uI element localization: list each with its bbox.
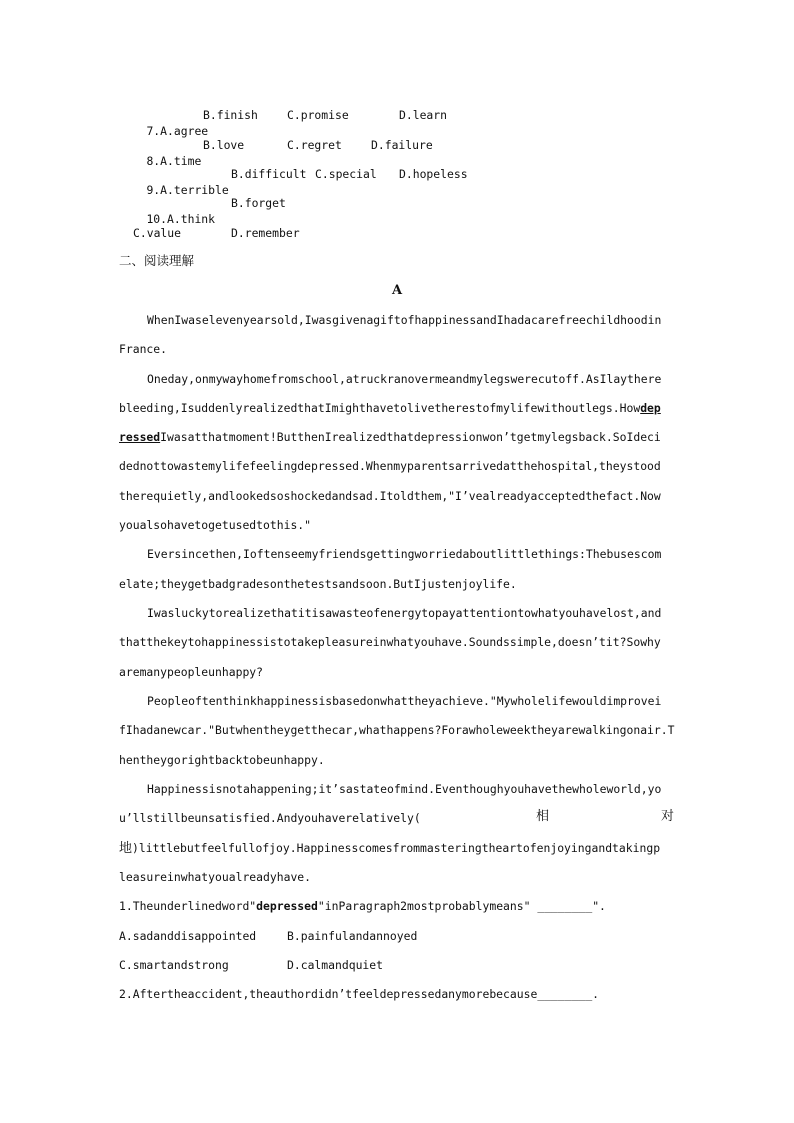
q1-option-d: D.calmandquiet bbox=[287, 958, 384, 972]
paragraph-2-line-1: Oneday,onmywayhomefromschool,atruckranovermeandmylegswerecutoff.AsIlaythere bbox=[147, 372, 662, 386]
question-number: 8. bbox=[146, 154, 161, 168]
option-b: B.love bbox=[203, 138, 245, 152]
question-2: 2.Aftertheaccident,theauthordidn’tfeeldepressedanymorebecause________. bbox=[119, 987, 600, 1001]
paragraph-6-line-2: u’llstillbeunsatisfied.Andyouhaverelatively( bbox=[119, 811, 421, 825]
option-d: D.failure bbox=[371, 138, 433, 152]
option-a: A.time bbox=[160, 154, 202, 168]
option-a: A.think bbox=[167, 212, 216, 226]
section-title: 二、阅读理解 bbox=[119, 253, 195, 268]
paragraph-4-line-2: thatthekeytohappinessistotakepleasureinwhatyouhave.Soundssimple,doesn’tit?Sowhy bbox=[119, 635, 661, 649]
paragraph-6-line-3 bbox=[119, 840, 660, 857]
paragraph-3-line-2: elate;theygetbadgradesonthetestsandsoon.ButIjustenjoylife. bbox=[119, 577, 517, 591]
paragraph-4-line-3: aremanypeopleunhappy? bbox=[119, 665, 264, 679]
underlined-word-part: ressed bbox=[119, 430, 161, 444]
q1-option-a: A.sadanddisappointed bbox=[119, 929, 257, 943]
question-number: 7. bbox=[146, 124, 161, 138]
text-run: bleeding,IsuddenlyrealizedthatImighthavetolivetherestofmylifewithoutlegs.How bbox=[119, 401, 641, 415]
paragraph-6-line-4: leasureinwhatyoualreadyhave. bbox=[119, 870, 312, 884]
passage-label: A bbox=[392, 283, 403, 298]
text-run: )littlebutfeelfullofjoy.Happinesscomesfrommasteringtheartofenjoyingandtakingp bbox=[132, 841, 661, 855]
option-b: B.difficult bbox=[231, 167, 307, 181]
question-number: 9. bbox=[146, 183, 161, 197]
cjk-char: 地 bbox=[119, 841, 133, 856]
question-number: 10. bbox=[146, 212, 168, 226]
cjk-char: 对 bbox=[661, 809, 675, 824]
paragraph-2-line-6: youalsohavetogetusedtothis." bbox=[119, 518, 312, 532]
paragraph-2-line-5: therequietly,andlookedsoshockedandsad.Itoldthem,"I’vealreadyacceptedthefact.Now bbox=[119, 489, 661, 503]
option-c: C.regret bbox=[287, 138, 342, 152]
paragraph-1-line-2: France. bbox=[119, 342, 168, 356]
option-d: D.hopeless bbox=[399, 167, 468, 181]
q1-option-b: B.painfulandannoyed bbox=[287, 929, 418, 943]
text-run: 1.Theunderlinedword" bbox=[119, 899, 257, 913]
keyword: depressed bbox=[256, 899, 318, 913]
paragraph-2-line-2 bbox=[119, 400, 661, 416]
option-d: D.remember bbox=[231, 226, 300, 240]
question-1 bbox=[119, 898, 606, 914]
paragraph-6-line-1: Happinessisnotahappening;it’sastateofmind.Eventhoughyouhavethewholeworld,yo bbox=[147, 782, 662, 796]
option-a: A.terrible bbox=[160, 183, 229, 197]
option-b: B.forget bbox=[231, 196, 286, 210]
option-a: A.agree bbox=[160, 124, 209, 138]
paragraph-2-line-3 bbox=[119, 429, 661, 445]
paragraph-1-line-1: WhenIwaselevenyearsold,IwasgivenagiftofhappinessandIhadacarefreechildhoodin bbox=[147, 313, 662, 327]
option-d: D.learn bbox=[399, 108, 448, 122]
option-c: C.value bbox=[133, 226, 182, 240]
q1-option-c: C.smartandstrong bbox=[119, 958, 229, 972]
paragraph-2-line-4: dednottowastemylifefeelingdepressed.Whenmyparentsarrivedatthehospital,theystood bbox=[119, 459, 661, 473]
paragraph-3-line-1: Eversincethen,Ioftenseemyfriendsgettingworriedaboutlittlethings:Thebusescom bbox=[147, 547, 662, 561]
option-b: B.finish bbox=[203, 108, 258, 122]
text-run: Iwasatthatmoment!ButthenIrealizedthatdepressionwon’tgetmylegsback.SoIdeci bbox=[160, 430, 661, 444]
option-c: C.promise bbox=[287, 108, 349, 122]
paragraph-5-line-3: hentheygorightbacktobeunhappy. bbox=[119, 753, 325, 767]
paragraph-4-line-1: Iwasluckytorealizethatitisawasteofenergytopayattentiontowhatyouhavelost,and bbox=[147, 606, 662, 620]
text-run: "inParagraph2mostprobablymeans" ________". bbox=[317, 899, 606, 913]
cjk-char: 相 bbox=[536, 809, 550, 824]
underlined-word-part: dep bbox=[640, 401, 661, 415]
paragraph-5-line-2: fIhadanewcar."Butwhentheygetthecar,whathappens?Forawholeweektheyarewalkingonair.T bbox=[119, 723, 675, 737]
paragraph-5-line-1: Peopleoftenthinkhappinessisbasedonwhattheyachieve."Mywholelifewouldimprovei bbox=[147, 694, 662, 708]
option-c: C.special bbox=[315, 167, 377, 181]
